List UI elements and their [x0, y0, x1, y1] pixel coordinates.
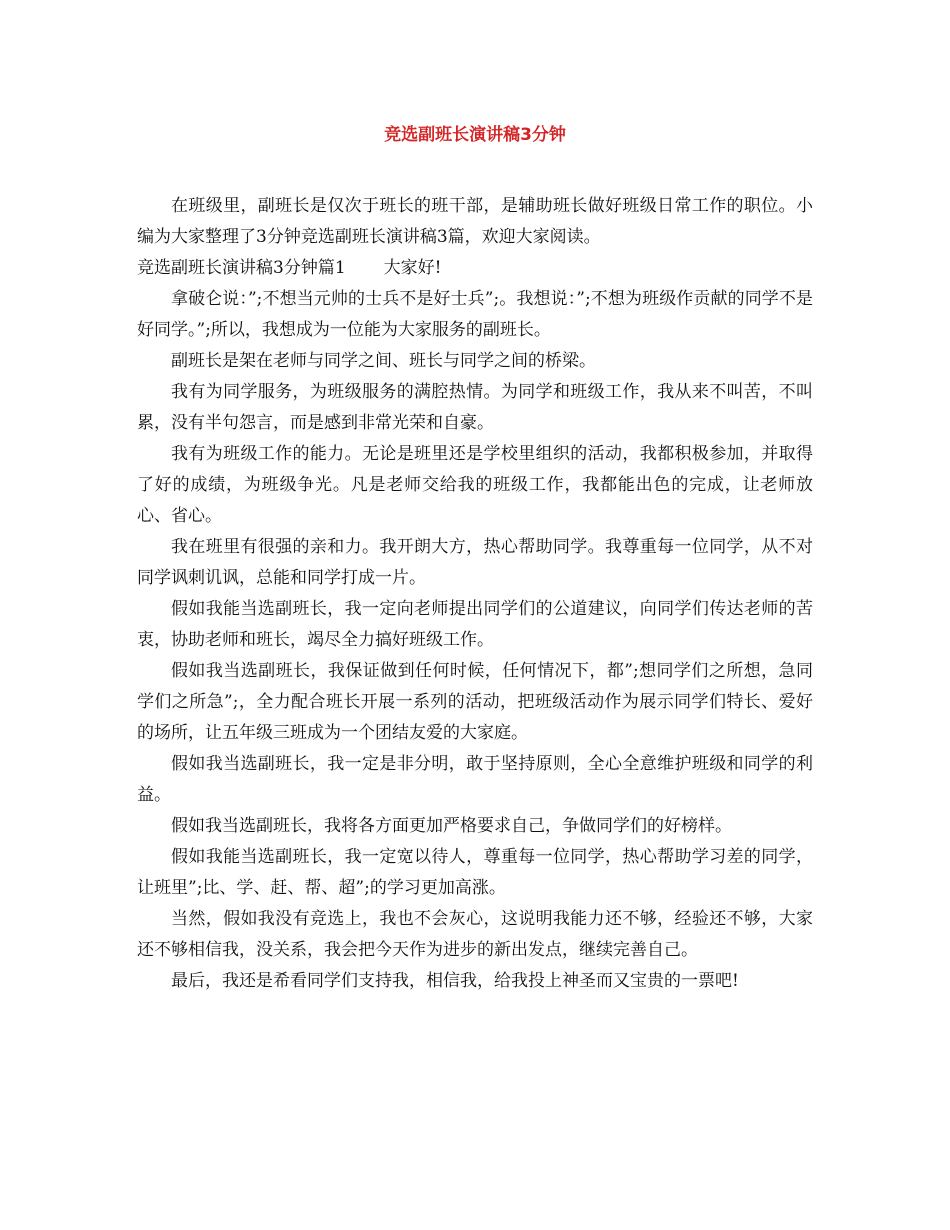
- body-paragraph: 我有为同学服务，为班级服务的满腔热情。为同学和班级工作，我从来不叫苦，不叫累，没有半句怨言，而是感到非常光荣和自豪。: [137, 382, 813, 433]
- body-paragraph: 副班长是架在老师与同学之间、班长与同学之间的桥梁。: [171, 351, 596, 371]
- body-paragraph: 拿破仑说：”;不想当元帅的士兵不是好士兵”;。我想说：”;不想为班级作贡献的同学不是好同学。”;所以，我想成为一位能为大家服务的副班长。: [137, 289, 813, 340]
- body-paragraph: 假如我能当选副班长，我一定宽以待人，尊重每一位同学，热心帮助学习差的同学，让班里”;比、学、赶、帮、超”;的学习更加高涨。: [137, 847, 813, 898]
- body-paragraph: 我在班里有很强的亲和力。我开朗大方，热心帮助同学。我尊重每一位同学，从不对同学讽刺讥讽，总能和同学打成一片。: [137, 537, 813, 588]
- body-paragraph: 最后，我还是希看同学们支持我，相信我，给我投上神圣而又宝贵的一票吧!: [171, 971, 739, 991]
- document-body: [137, 191, 813, 997]
- intro-paragraph: 在班级里，副班长是仅次于班长的班干部，是辅助班长做好班级日常工作的职位。小编为大家整理了3分钟竞选副班长演讲稿3篇，欢迎大家阅读。: [137, 196, 813, 247]
- body-paragraph: 假如我当选副班长，我保证做到任何时候，任何情况下，都”;想同学们之所想，急同学们之所急”;，全力配合班长开展一系列的活动，把班级活动作为展示同学们特长、爱好的场所，让五年级三班成为一个团结友爱的大家庭。: [137, 661, 813, 743]
- section-heading-line: [137, 253, 813, 284]
- body-paragraph: 假如我当选副班长，我将各方面更加严格要求自己，争做同学们的好榜样。: [171, 816, 732, 836]
- greeting: 大家好!: [383, 258, 442, 278]
- document-title: 竞选副班长演讲稿3分钟: [384, 125, 566, 145]
- body-paragraph: 假如我能当选副班长，我一定向老师提出同学们的公道建议，向同学们传达老师的苦衷，协助老师和班长，竭尽全力搞好班级工作。: [137, 599, 813, 650]
- body-paragraph: 我有为班级工作的能力。无论是班里还是学校里组织的活动，我都积极参加，并取得了好的成绩，为班级争光。凡是老师交给我的班级工作，我都能出色的完成，让老师放心、省心。: [137, 444, 813, 526]
- section-heading: 竞选副班长演讲稿3分钟篇1: [137, 258, 346, 278]
- body-paragraph: 当然，假如我没有竞选上，我也不会灰心，这说明我能力还不够，经验还不够，大家还不够相信我，没关系，我会把今天作为进步的新出发点，继续完善自己。: [137, 909, 813, 960]
- body-paragraph: 假如我当选副班长，我一定是非分明，敢于坚持原则，全心全意维护班级和同学的利益。: [137, 754, 813, 805]
